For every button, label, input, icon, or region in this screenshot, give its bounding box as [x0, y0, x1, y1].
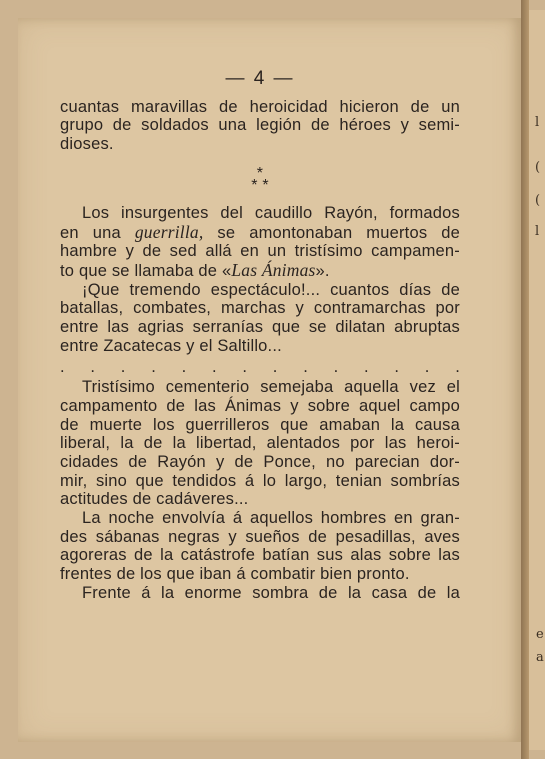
text-span: se amontonaban muertos de [203, 223, 461, 242]
italic-word: guerrilla, [134, 221, 204, 242]
text-line: grupo de soldados una legión de héroes y semi- [60, 116, 460, 135]
edge-glyph: ( [535, 193, 541, 208]
asterism-top: * [256, 164, 264, 182]
page-number: — 4 — [225, 68, 295, 89]
italic-phrase: Las Ánimas [231, 259, 316, 280]
text-line: Los insurgentes del caudillo Rayón, formados [82, 203, 460, 222]
text-line: agoreras de la catástrofe batían sus alas sobre las [60, 546, 460, 565]
text-line: de muerte los guerrilleros que amaban la causa [60, 415, 460, 434]
paragraph-6 [60, 584, 460, 603]
page-text [60, 70, 460, 603]
book-gutter [521, 0, 529, 759]
text-line: cuantas maravillas de heroicidad hicieron de un [60, 97, 460, 116]
text-span: to que se llamaba de « [60, 261, 232, 280]
text-line: dioses. [60, 135, 114, 154]
text-line: actitudes de cadáveres... [60, 490, 249, 509]
text-line: campamento de las Ánimas y sobre aquel campo [60, 396, 460, 415]
edge-glyph: l [535, 224, 540, 239]
text-line: frentes de los que iban á combatir bien pronto. [60, 565, 410, 584]
text-line: hambre y de sed allá en un tristísimo campamen- [60, 242, 460, 261]
text-line: Tristísimo cementerio semejaba aquella vez el [82, 378, 460, 397]
asterism-separator [60, 164, 460, 194]
text-line [60, 261, 460, 281]
edge-glyph: a [536, 650, 544, 665]
text-line: des sábanas negras y sueños de pesadillas, aves [60, 527, 460, 546]
edge-glyph: l [535, 115, 540, 130]
text-line: entre las agrias serranías que se dilatan abruptas [60, 318, 460, 337]
paragraph-3 [60, 281, 460, 356]
adjacent-page-edge [529, 10, 545, 750]
text-line: La noche envolvía á aquellos hombres en gran- [82, 509, 460, 528]
text-span: ». [315, 261, 330, 280]
text-line: ¡Que tremendo espectáculo!... cuantos días de [82, 280, 460, 299]
paragraph-4 [60, 378, 460, 509]
text-line: batallas, combates, marchas y contramarchas por [60, 299, 460, 318]
paragraph-5 [60, 509, 460, 584]
text-line: entre Zacatecas y el Saltillo... [60, 336, 282, 355]
paragraph-1 [60, 98, 460, 154]
dot-row: . . . . . . . . . . . . . . [60, 358, 460, 377]
text-line: mir, sino que tendidos á lo largo, tenian sombrías [60, 471, 460, 490]
text-line: Frente á la enorme sombra de la casa de la [82, 583, 460, 602]
text-line: liberal, la de la libertad, alentados por las heroi- [60, 434, 460, 453]
asterism-bottom: * * [251, 176, 269, 194]
edge-glyph: ( [535, 160, 541, 175]
text-span: en una [60, 223, 135, 242]
text-line [60, 223, 460, 243]
edge-glyph: e [536, 627, 544, 642]
paragraph-2 [60, 204, 460, 281]
text-line: cidades de Rayón y de Ponce, no parecian dor- [60, 452, 460, 471]
